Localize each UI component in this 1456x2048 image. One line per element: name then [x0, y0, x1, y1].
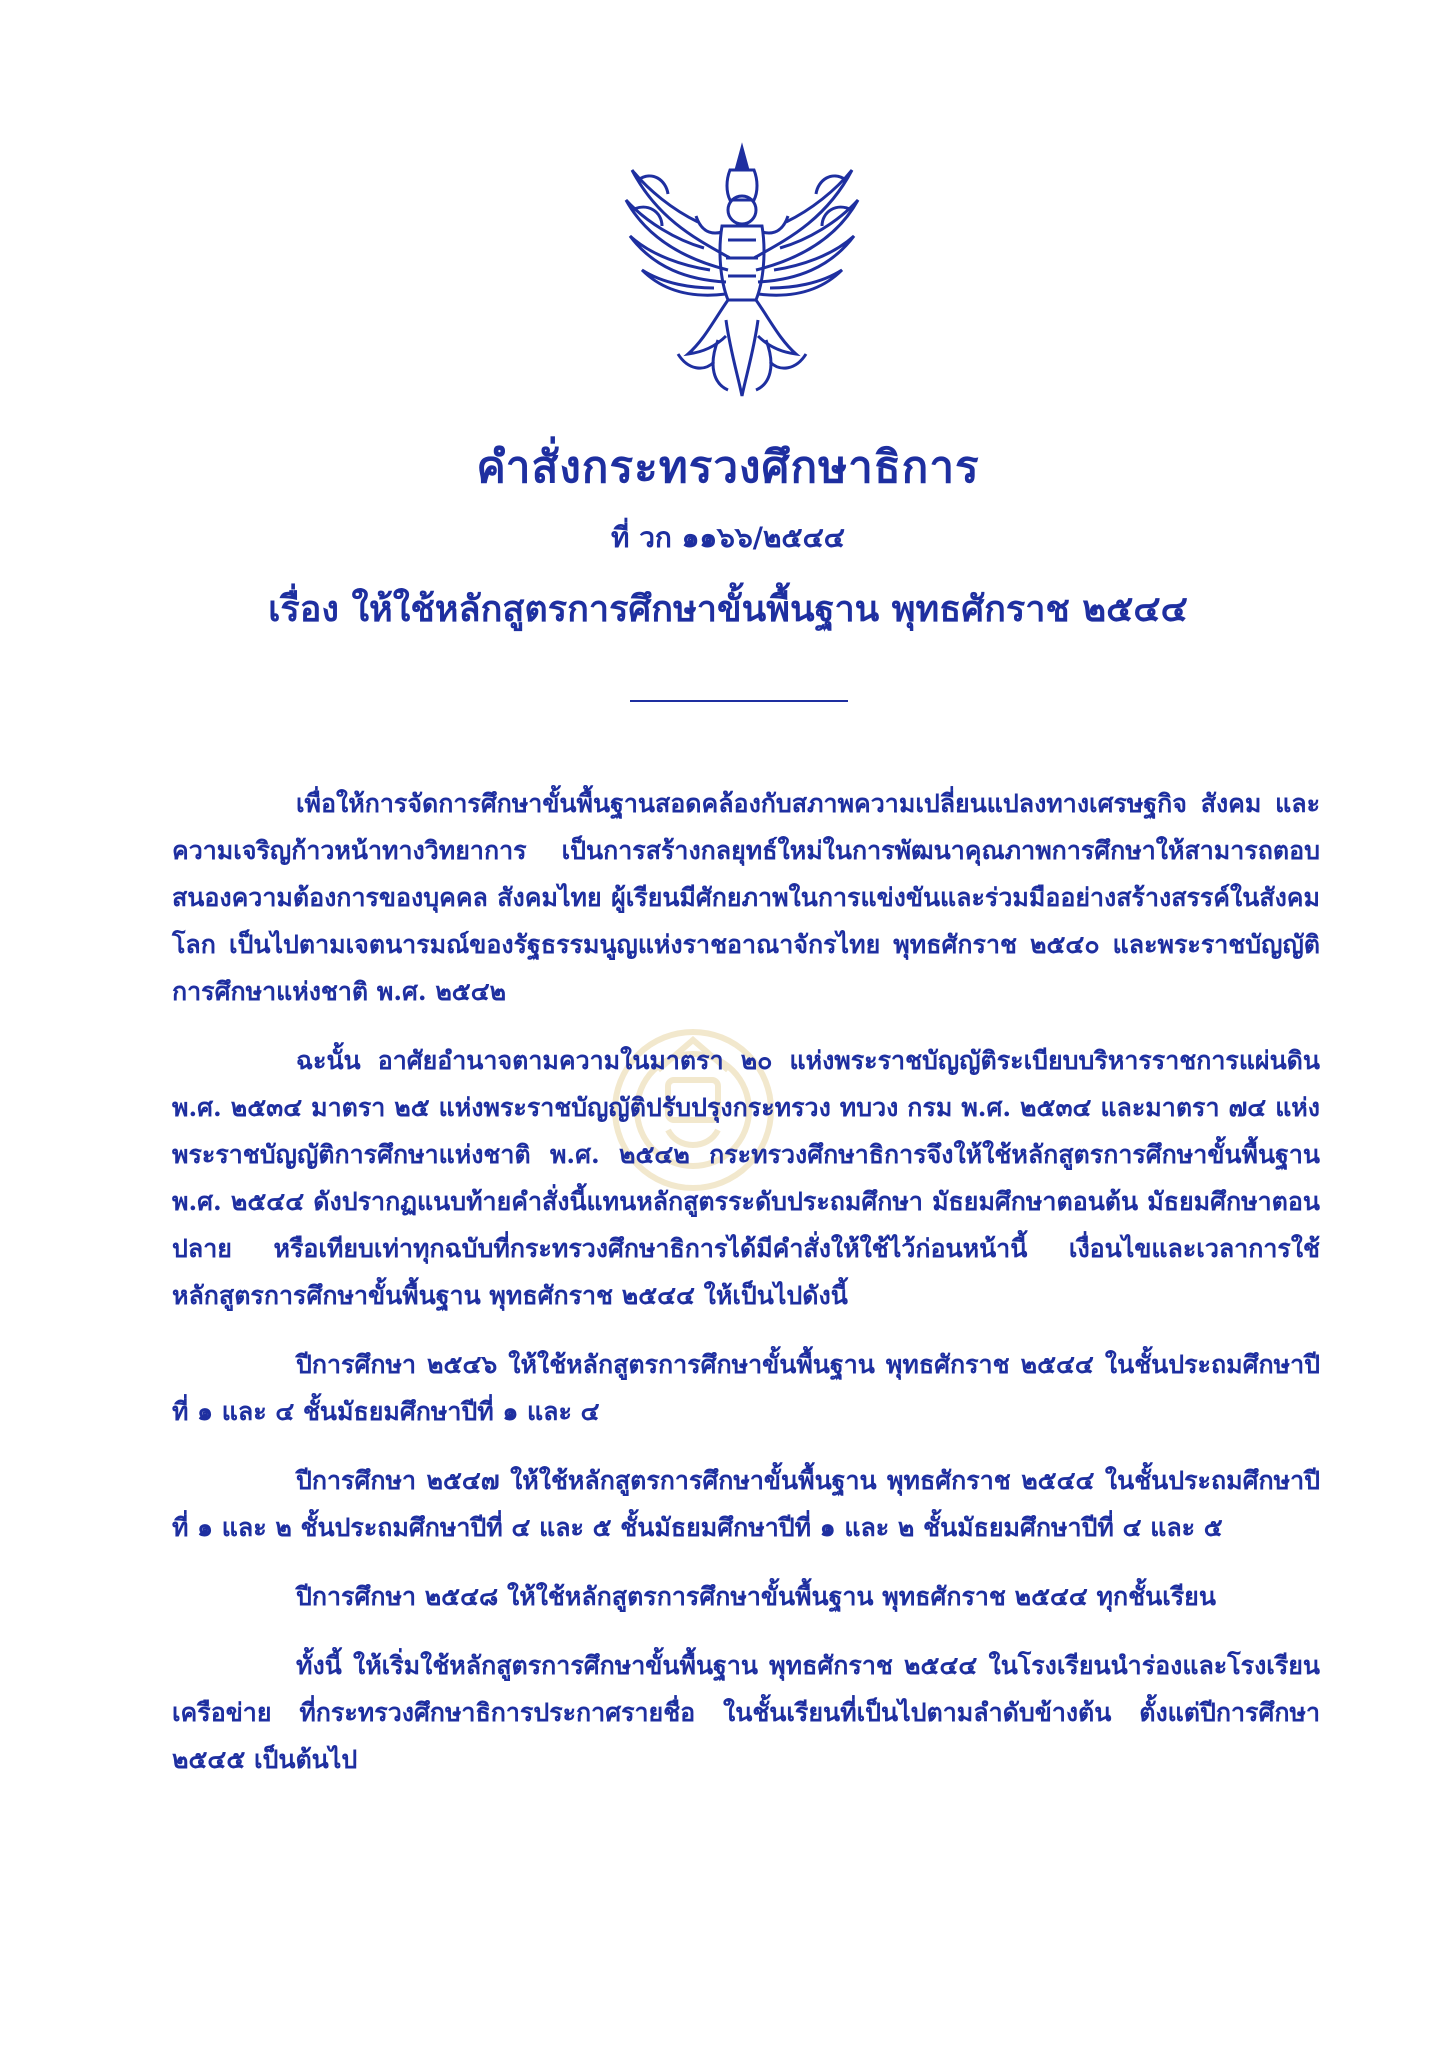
body-paragraph: เพื่อให้การจัดการศึกษาขั้นพื้นฐานสอดคล้องกับสภาพความเปลี่ยนแปลงทางเศรษฐกิจ สังคม และความเจริญก้าวหน้าทางวิทยาการ เป็นการสร้างกลยุทธ์ใหม่ในการพัฒนาคุณภาพการศึกษาให้สามารถตอบสนองความต้องการของบุคคล สังคมไทย ผู้เรียนมีศักยภาพในการแข่งขันและร่วมมืออย่างสร้างสรรค์ในสังคมโลก เป็นไปตามเจตนารมณ์ของรัฐธรรมนูญแห่งราชอาณาจักรไทย พุทธศักราช ๒๕๔๐ และพระราชบัญญัติการศึกษาแห่งชาติ พ.ศ. ๒๕๔๒: [172, 789, 1320, 1006]
body-paragraph: ปีการศึกษา ๒๕๔๗ ให้ใช้หลักสูตรการศึกษาขั้นพื้นฐาน พุทธศักราช ๒๕๔๔ ในชั้นประถมศึกษาปีที่ ๑ และ ๒ ชั้นประถมศึกษาปีที่ ๔ และ ๕ ชั้นมัธยมศึกษาปีที่ ๑ และ ๒ ชั้นมัธยมศึกษาปีที่ ๔ และ ๕: [172, 1466, 1320, 1542]
document-body: [172, 780, 1320, 1805]
body-paragraph: ฉะนั้น อาศัยอำนาจตามความในมาตรา ๒๐ แห่งพระราชบัญญัติระเบียบบริหารราชการแผ่นดิน พ.ศ. ๒๕๓๔ มาตรา ๒๕ แห่งพระราชบัญญัติปรับปรุงกระทรวง ทบวง กรม พ.ศ. ๒๕๓๔ และมาตรา ๗๔ แห่งพระราชบัญญัติการศึกษาแห่งชาติ พ.ศ. ๒๕๔๒ กระทรวงศึกษาธิการจึงให้ใช้หลักสูตรการศึกษาขั้นพื้นฐาน พ.ศ. ๒๕๔๔ ดังปรากฏแนบท้ายคำสั่งนี้แทนหลักสูตรระดับประถมศึกษา มัธยมศึกษาตอนต้น มัธยมศึกษาตอนปลาย หรือเทียบเท่าทุกฉบับที่กระทรวงศึกษาธิการได้มีคำสั่งให้ใช้ไว้ก่อนหน้านี้ เงื่อนไขและเวลาการใช้หลักสูตรการศึกษาขั้นพื้นฐาน พุทธศักราช ๒๕๔๔ ให้เป็นไปดังนี้: [172, 1046, 1320, 1310]
garuda-emblem-icon: [618, 140, 866, 400]
divider: [630, 700, 848, 702]
document-subject: เรื่อง ให้ใช้หลักสูตรการศึกษาขั้นพื้นฐาน พุทธศักราช ๒๕๔๔: [268, 588, 1188, 630]
document-title: คำสั่งกระทรวงศึกษาธิการ: [476, 442, 980, 493]
order-number: ที่ วก ๑๑๖๖/๒๕๔๔: [611, 521, 845, 554]
body-paragraph: ปีการศึกษา ๒๕๔๘ ให้ใช้หลักสูตรการศึกษาขั้นพื้นฐาน พุทธศักราช ๒๕๔๔ ทุกชั้นเรียน: [296, 1582, 1216, 1611]
body-paragraph: ปีการศึกษา ๒๕๔๖ ให้ใช้หลักสูตรการศึกษาขั้นพื้นฐาน พุทธศักราช ๒๕๔๔ ในชั้นประถมศึกษาปีที่ ๑ และ ๔ ชั้นมัธยมศึกษาปีที่ ๑ และ ๔: [172, 1350, 1320, 1426]
body-paragraph: ทั้งนี้ ให้เริ่มใช้หลักสูตรการศึกษาขั้นพื้นฐาน พุทธศักราช ๒๕๔๔ ในโรงเรียนนำร่องและโรงเรียนเครือข่าย ที่กระทรวงศึกษาธิการประกาศรายชื่อ ในชั้นเรียนที่เป็นไปตามลำดับข้างต้น ตั้งแต่ปีการศึกษา ๒๕๔๕ เป็นต้นไป: [172, 1651, 1320, 1774]
